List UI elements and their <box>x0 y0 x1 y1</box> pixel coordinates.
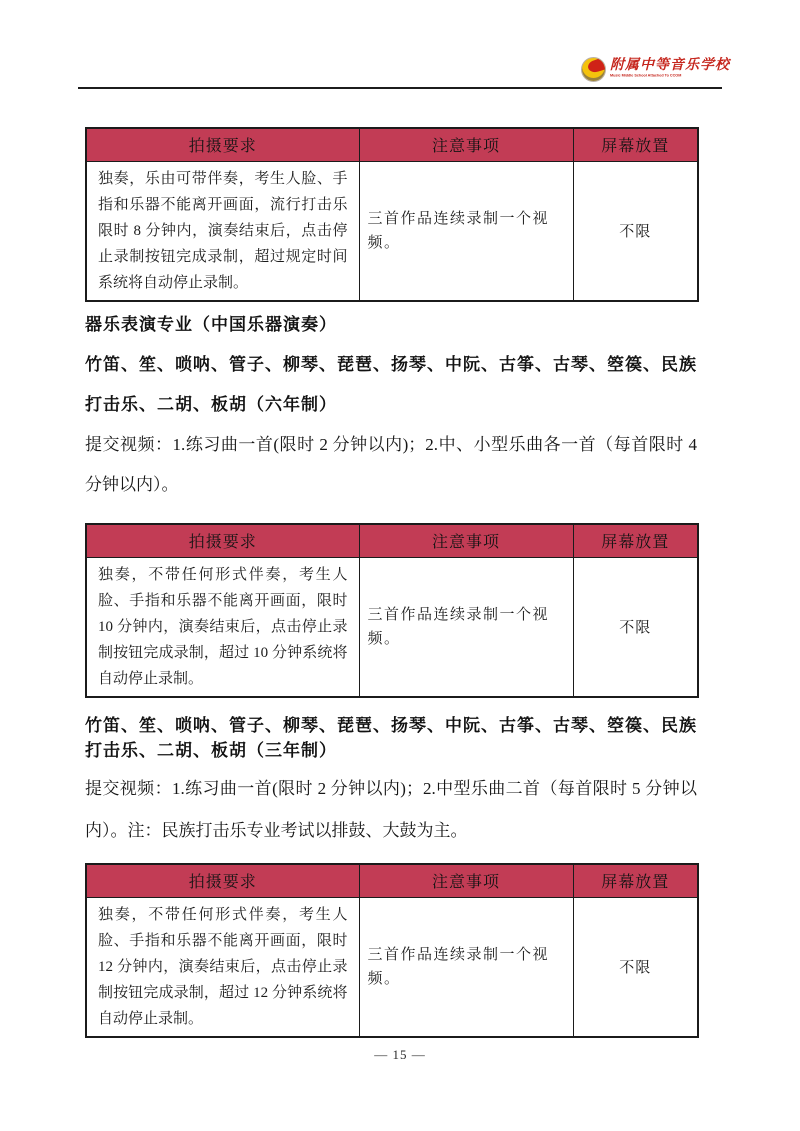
logo-text <box>610 58 730 81</box>
cell-shooting-requirements: 独奏，乐由可带伴奏，考生人脸、手指和乐器不能离开画面，流行打击乐限时 8 分钟内，演奏结束后，点击停止录制按钮完成录制，超过规定时间系统将自动停止录制。 <box>86 161 359 301</box>
column-header-notes: 注意事项 <box>359 128 573 161</box>
cell-notes: 三首作品连续录制一个视频。 <box>359 161 573 301</box>
header-divider <box>78 87 722 89</box>
table-header-row <box>86 864 698 897</box>
table-row <box>86 897 698 1037</box>
section-instrument-list-three-year: 竹笛、笙、唢呐、管子、柳琴、琵琶、扬琴、中阮、古筝、古琴、箜篌、民族打击乐、二胡、板胡（三年制） <box>85 716 697 760</box>
table-header-row <box>86 128 698 161</box>
cell-notes: 三首作品连续录制一个视频。 <box>359 897 573 1037</box>
cell-screen-placement: 不限 <box>573 557 698 697</box>
column-header-notes: 注意事项 <box>359 864 573 897</box>
section-instrument-list-six-year: 竹笛、笙、唢呐、管子、柳琴、琵琶、扬琴、中阮、古筝、古琴、箜篌、民族打击乐、二胡、板胡（六年制） <box>85 355 697 414</box>
logo-school-name: 附属中等音乐学校 <box>610 58 730 73</box>
school-emblem-icon <box>581 57 606 82</box>
column-header-notes: 注意事项 <box>359 524 573 557</box>
column-header-screen-placement: 屏幕放置 <box>573 524 698 557</box>
column-header-screen-placement: 屏幕放置 <box>573 128 698 161</box>
cell-screen-placement: 不限 <box>573 897 698 1037</box>
page-number: — 15 — <box>374 1047 426 1062</box>
cell-screen-placement: 不限 <box>573 161 698 301</box>
column-header-shooting-requirements: 拍摄要求 <box>86 864 359 897</box>
section-video-requirements: 提交视频：1.练习曲一首(限时 2 分钟以内)；2.中型乐曲二首（每首限时 5 分钟以内）。注：民族打击乐专业考试以排鼓、大鼓为主。 <box>85 779 697 840</box>
cell-shooting-requirements: 独奏，不带任何形式伴奏，考生人脸、手指和乐器不能离开画面，限时 10 分钟内，演奏结束后，点击停止录制按钮完成录制，超过 10 分钟系统将自动停止录制。 <box>86 557 359 697</box>
section-chinese-instruments-three-year <box>85 713 697 852</box>
section-video-requirements: 提交视频：1.练习曲一首(限时 2 分钟以内)；2.中、小型乐曲各一首（每首限时 4 分钟以内）。 <box>85 435 697 494</box>
section-title: 器乐表演专业（中国乐器演奏） <box>85 315 337 334</box>
recording-requirements-table-3 <box>85 863 699 1038</box>
table-row <box>86 557 698 697</box>
column-header-screen-placement: 屏幕放置 <box>573 864 698 897</box>
school-logo <box>581 57 730 82</box>
recording-requirements-table-2 <box>85 523 699 698</box>
logo-school-name-en: Music Middle School Attached To CCOM <box>610 74 682 78</box>
recording-requirements-table-1 <box>85 127 699 302</box>
cell-shooting-requirements: 独奏，不带任何形式伴奏，考生人脸、手指和乐器不能离开画面，限时 12 分钟内，演奏结束后，点击停止录制按钮完成录制，超过 12 分钟系统将自动停止录制。 <box>86 897 359 1037</box>
column-header-shooting-requirements: 拍摄要求 <box>86 524 359 557</box>
section-chinese-instruments <box>85 305 697 505</box>
table-header-row <box>86 524 698 557</box>
column-header-shooting-requirements: 拍摄要求 <box>86 128 359 161</box>
cell-notes: 三首作品连续录制一个视频。 <box>359 557 573 697</box>
table-row <box>86 161 698 301</box>
